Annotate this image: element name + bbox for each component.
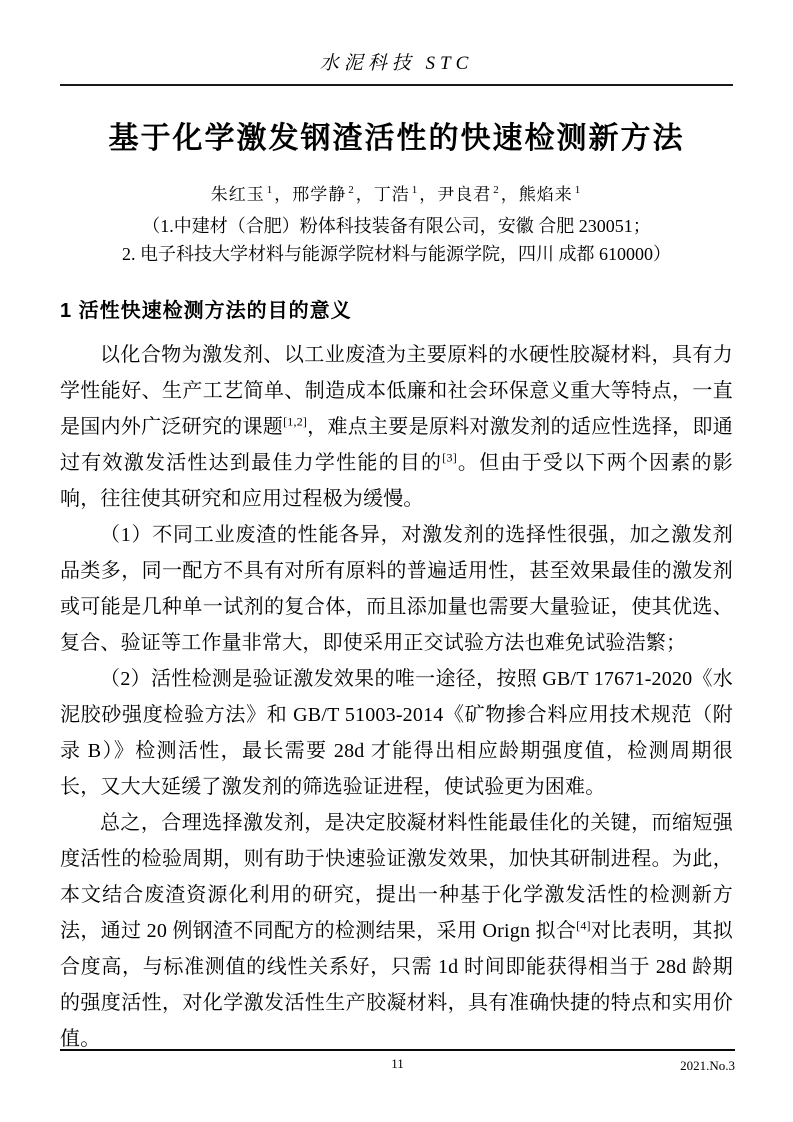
author-affiliation-mark: 1	[574, 184, 582, 197]
article-title: 基于化学激发钢渣活性的快速检测新方法	[108, 122, 685, 155]
affiliation-line-2: 2. 电子科技大学材料与能源学院材料与能源学院，四川 成都 610000）	[122, 244, 671, 264]
author-affiliation-mark: 1	[411, 184, 419, 197]
affiliations	[60, 212, 733, 268]
section-heading: 1 活性快速检测方法的目的意义	[60, 300, 352, 322]
page-footer	[60, 1049, 735, 1074]
issue-label: 2021.No.3	[680, 1058, 735, 1073]
paragraph-4	[60, 805, 733, 1057]
author-affiliation-mark: 2	[348, 184, 355, 197]
author-separator: ，	[419, 185, 438, 204]
affiliation-line-1: （1.中建材（合肥）粉体科技装备有限公司，安徽 合肥 230051；	[142, 216, 651, 236]
author-separator: ，	[274, 185, 293, 204]
author-name: 丁浩	[373, 185, 410, 204]
author-separator: ，	[500, 185, 519, 204]
author-name: 尹良君	[437, 185, 492, 204]
author-name: 邢学静	[292, 185, 347, 204]
running-header	[60, 0, 733, 86]
author	[292, 185, 374, 204]
author	[374, 185, 438, 204]
author-affiliation-mark: 1	[266, 184, 274, 197]
author	[437, 185, 519, 204]
paragraph-text: 对比表明，其拟合度高，与标准测值的线性关系好，只需 1d 时间即能获得相当于 28d 龄期的强度活性，对化学激发活性生产胶凝材料，具有准确快捷的特点和实用价值。	[60, 920, 733, 1050]
citation-ref: [4]	[576, 918, 591, 933]
paragraph-text: （2）活性检测是验证激发效果的唯一途径，按照 GB/T 17671-2020《水泥胶砂强度检验方法》和 GB/T 51003-2014《矿物掺合料应用技术规范（附录 B）》检测活性，最长需要 28d 才能得出相应龄期强度值，检测周期很长，又大大延缓了激发剂的筛选验证进程，使试验更为困难。	[60, 668, 733, 798]
paragraph-text: 。但由于受以下两个因素的影响，往往使其研究和应用过程极为缓慢。	[60, 452, 733, 510]
article-body	[60, 120, 733, 1057]
author-name: 朱红玉	[210, 185, 265, 204]
author	[519, 185, 583, 204]
author-affiliation-mark: 2	[493, 184, 500, 197]
footer-rule	[60, 1049, 735, 1051]
author-separator: ，	[355, 185, 374, 204]
paragraph-text: ，难点主要是原料对激发剂的适应性选择，即通过有效激发活性达到最佳力学性能的目的	[60, 416, 733, 474]
paragraph-3	[60, 661, 733, 805]
page-number: 11	[391, 1056, 404, 1071]
paragraph-text: 总之，合理选择激发剂，是决定胶凝材料性能最佳化的关键，而缩短强度活性的检验周期，则有助于快速验证激发效果，加快其研制进程。为此，本文结合废渣资源化利用的研究，提出一种基于化学激发活性的检测新方法，通过 20 例钢渣不同配方的检测结果，采用 Orign 拟合	[60, 812, 733, 942]
footer-row	[60, 1056, 735, 1074]
header-rule	[60, 84, 733, 86]
paragraph-text: 以化合物为激发剂、以工业废渣为主要原料的水硬性胶凝材料，具有力学性能好、生产工艺简单、制造成本低廉和社会环保意义重大等特点，一直是国内外广泛研究的课题	[60, 344, 733, 438]
author-name: 熊焰来	[518, 185, 573, 204]
citation-ref: [1,2]	[283, 414, 308, 429]
journal-title: 水泥科技 STC	[319, 53, 474, 74]
paragraph-1	[60, 337, 733, 517]
author	[211, 185, 293, 204]
paragraph-text: （1）不同工业废渣的性能各异，对激发剂的选择性很强，加之激发剂品类多，同一配方不具有对所有原料的普遍适用性，甚至效果最佳的激发剂或可能是几种单一试剂的复合体，而且添加量也需要大量验证，使其优选、复合、验证等工作量非常大，即使采用正交试验方法也难免试验浩繁；	[60, 524, 733, 654]
citation-ref: [3]	[442, 450, 457, 465]
paragraph-2	[60, 517, 733, 661]
authors-line	[60, 180, 733, 205]
